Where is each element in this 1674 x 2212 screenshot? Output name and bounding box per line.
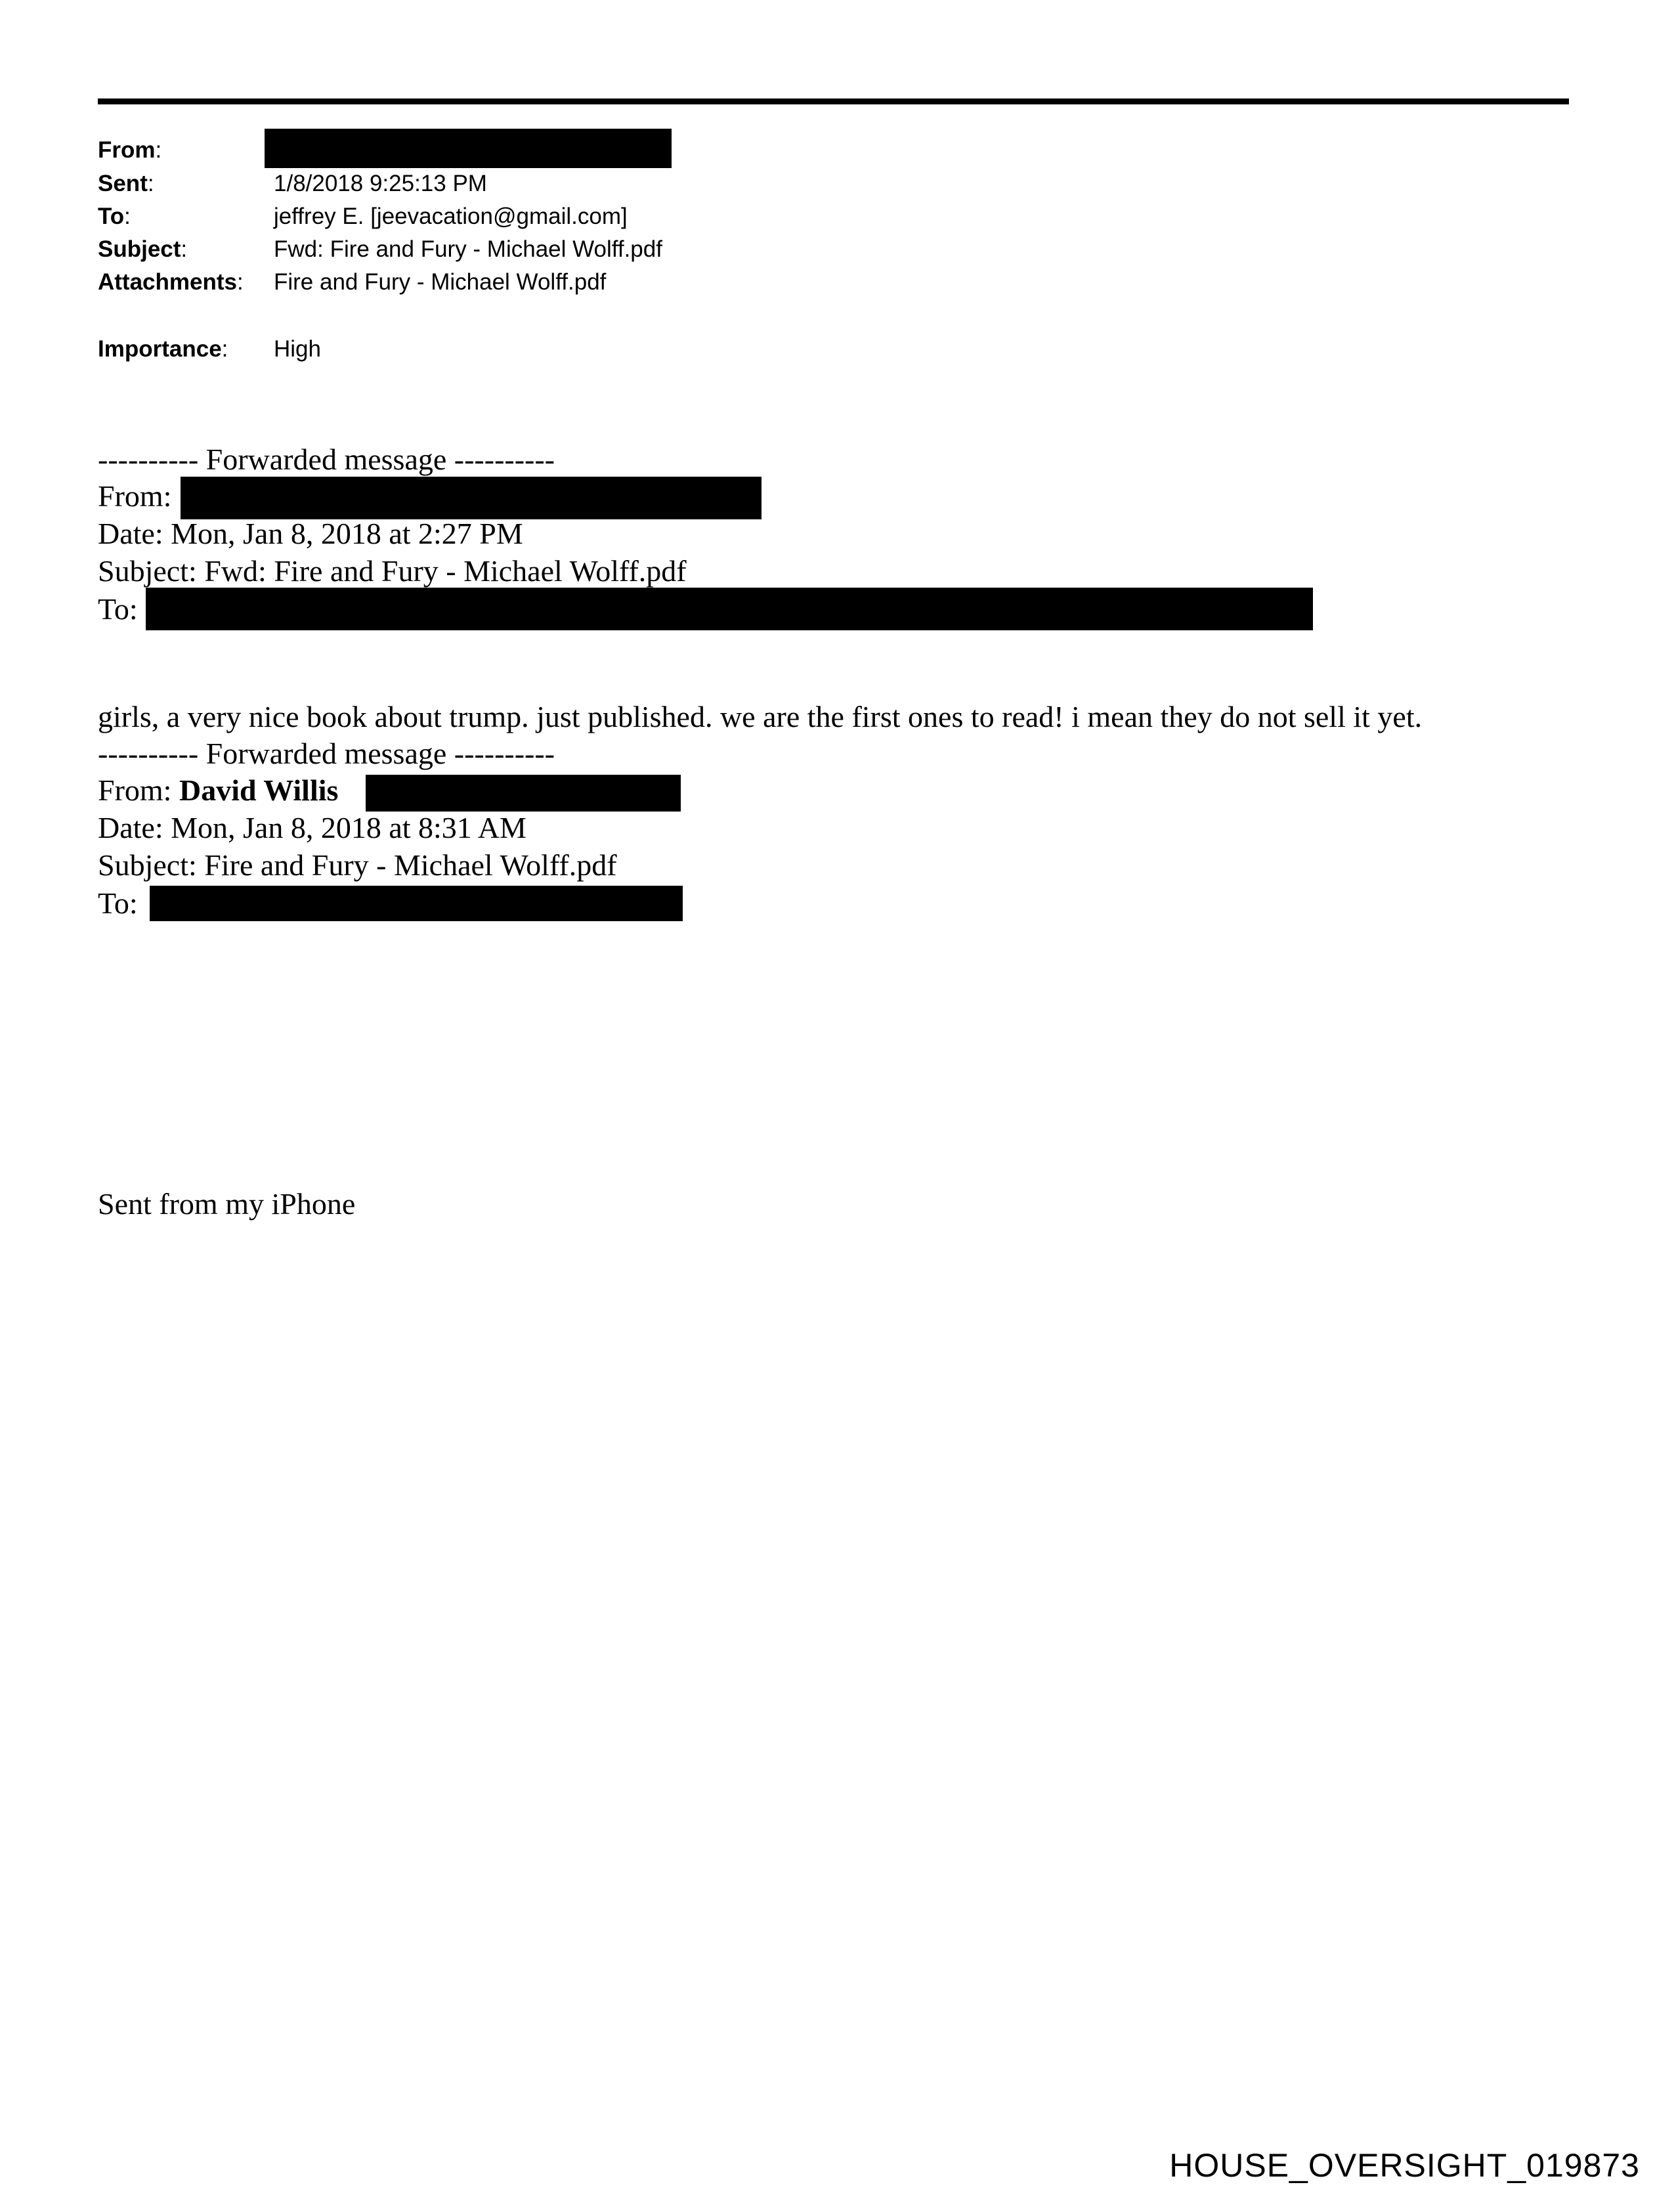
redaction-forward1-to [146, 588, 1313, 630]
header-subject-row [98, 235, 662, 264]
forward2-date-line: Date: Mon, Jan 8, 2018 at 8:31 AM [98, 811, 526, 844]
forward1-separator: ---------- Forwarded message ---------- [98, 443, 555, 476]
forward1-date-line: Date: Mon, Jan 8, 2018 at 2:27 PM [98, 517, 523, 550]
header-attachments-label: Attachments [98, 269, 237, 295]
header-sent-row [98, 169, 487, 198]
header-to-value: jeffrey E. [jeevacation@gmail.com] [274, 204, 628, 229]
header-importance-label: Importance [98, 336, 222, 362]
header-attachments-value: Fire and Fury - Michael Wolff.pdf [274, 269, 607, 295]
header-colon: : [236, 269, 244, 295]
forward1-from-line [98, 478, 171, 515]
header-to-label: To [98, 204, 125, 229]
header-colon: : [124, 204, 131, 229]
header-colon: : [221, 336, 228, 362]
forward2-subject-line: Subject: Fire and Fury - Michael Wolff.pdf [98, 848, 617, 882]
header-sent-label: Sent [98, 171, 148, 196]
header-to-row [98, 202, 628, 231]
forward1-to-label: To: [98, 592, 138, 626]
forward1-subject-line: Subject: Fwd: Fire and Fury - Michael Wolff.pdf [98, 554, 687, 588]
header-colon: : [155, 137, 162, 163]
redaction-forward1-from [181, 477, 762, 519]
header-from-label: From [98, 137, 156, 163]
header-colon: : [147, 171, 154, 196]
forward1-to-line [98, 591, 138, 628]
redaction-forward2-from [366, 775, 681, 812]
forward2-from-label: From: [98, 773, 172, 807]
forward2-separator: ---------- Forwarded message ---------- [98, 737, 555, 770]
forward2-from-line [98, 772, 338, 809]
header-importance-value: High [274, 336, 321, 362]
header-attachments-row [98, 268, 607, 297]
header-colon: : [181, 236, 188, 262]
bates-number: HOUSE_OVERSIGHT_019873 [1169, 2147, 1640, 2184]
header-subject-label: Subject [98, 236, 181, 262]
header-from-row [98, 136, 161, 165]
message-body: girls, a very nice book about trump. just published. we are the first ones to read! i mean they do not sell it yet. [98, 700, 1423, 733]
forward1-from-label: From: [98, 479, 172, 513]
forward2-from-name: David Willis [179, 773, 339, 807]
forward2-to-label: To: [98, 886, 138, 920]
redaction-forward2-to [150, 886, 683, 921]
header-importance-row [98, 335, 321, 364]
header-sent-value: 1/8/2018 9:25:13 PM [274, 171, 487, 196]
forward2-to-line [98, 885, 138, 922]
header-rule [98, 98, 1569, 104]
signature: Sent from my iPhone [98, 1187, 356, 1221]
header-subject-value: Fwd: Fire and Fury - Michael Wolff.pdf [274, 236, 662, 262]
redaction-header-from [265, 129, 672, 168]
